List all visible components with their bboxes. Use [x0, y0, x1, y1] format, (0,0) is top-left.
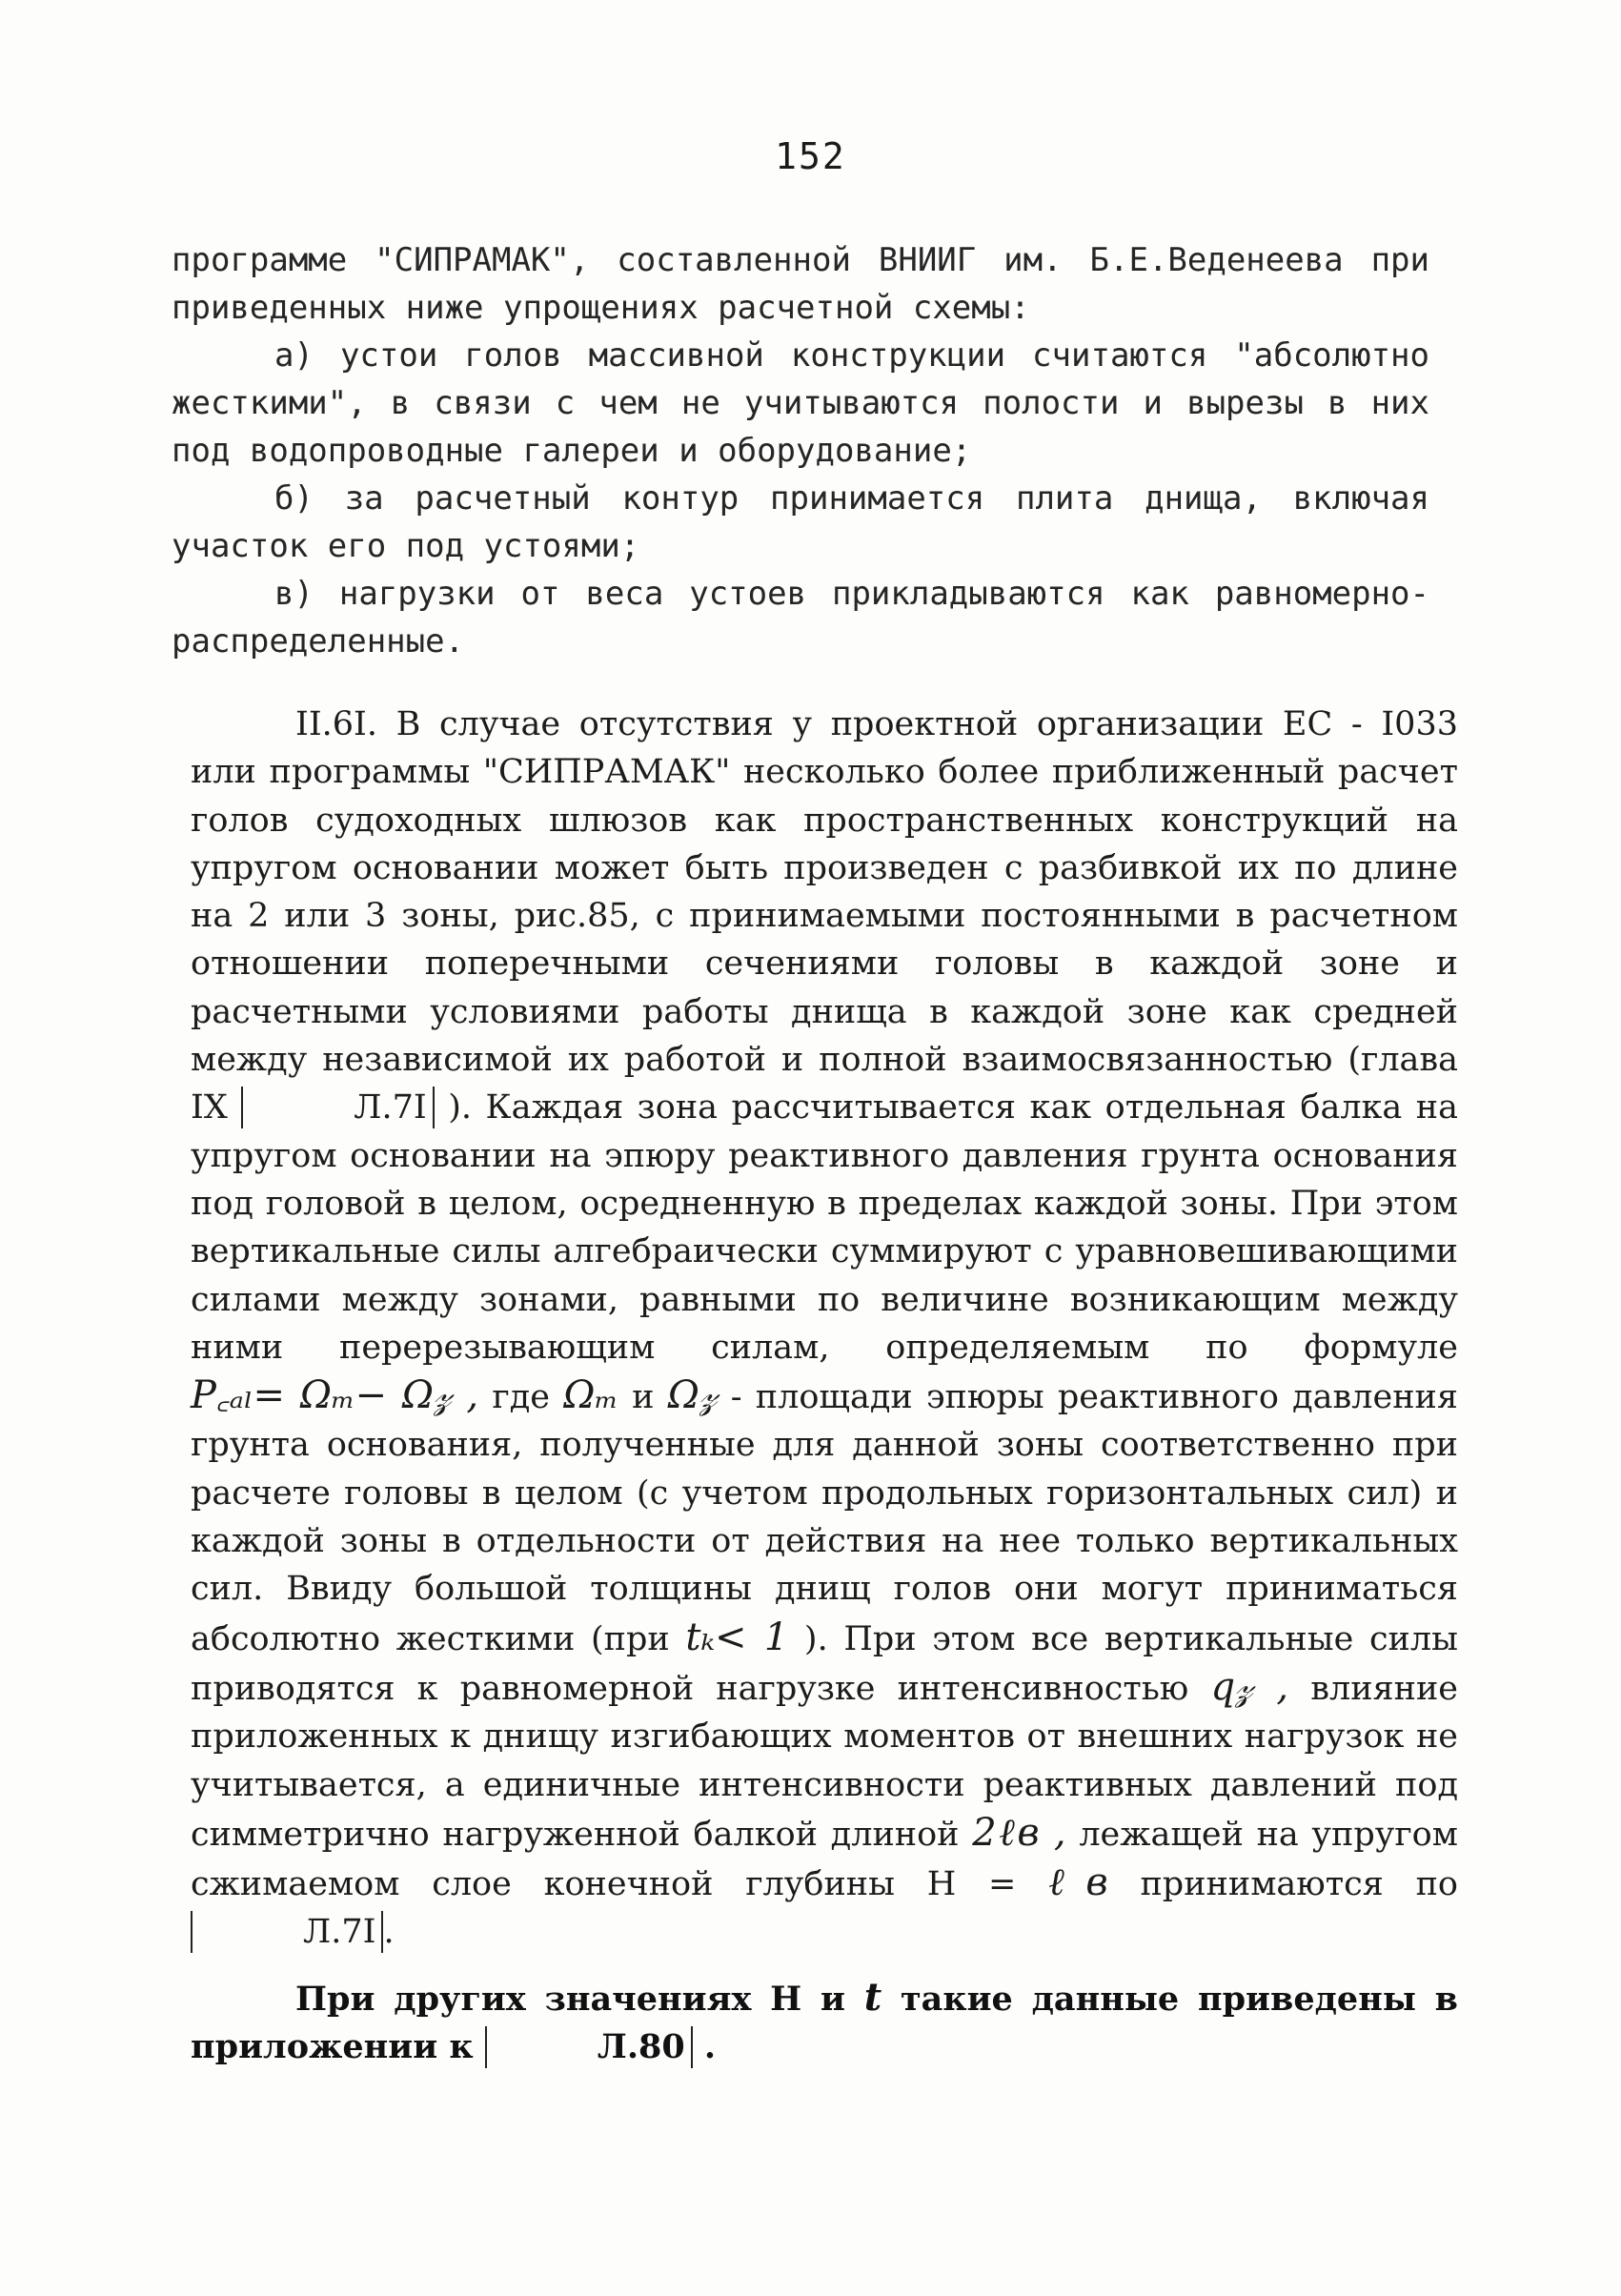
paragraph-intro: программе "СИПРАМАК", составленной ВНИИГ им. Б.Е.Веденеева при приведенных ниже упрощениях расчетной схемы: [172, 241, 1429, 327]
section-text-part-6: влияние приложенных к днищу изгибающих моментов от внешних нагрузок не учитывается, а единичные интенсивности реактивных давлений под симметрично нагруженной балкой длиной [191, 1669, 1458, 1854]
reference-L71: Л.7I [241, 1087, 434, 1128]
section-text-intro: II.6I. В случае отсутствия у проектной организации ЕС - I033 или программы "СИПРАМАК" несколько более приближенный расчет голов судоходных шлюзов как пространственных конструкций на упругом основании может быть произведен с разбивкой их по длине на 2 или 3 зоны, рис.85, с принимаемыми постоянными в расчетном отношении поперечными сечениями головы в каждой зоне и расчетными условиями работы днища в каждой зоне как средней между независимой их работой и полной взаимосвязанностью (глава IX [191, 705, 1458, 1128]
section-text-part-8: принимаются по [1140, 1865, 1458, 1904]
section-text-part-9: . [383, 1913, 395, 1952]
formula-l: ℓв [1048, 1860, 1108, 1905]
final-text-b: такие данные приведены в приложении к [191, 1979, 1458, 2067]
formula-2l: 2ℓв , [972, 1810, 1066, 1855]
list-item-c: в) нагрузки от веса устоев прикладываются как равномерно-распределенные. [172, 575, 1429, 660]
formula-omega-m: Ωₘ [563, 1373, 618, 1418]
section-paragraph [191, 701, 1458, 1957]
typed-text-block [172, 236, 1429, 665]
formula-t: t [863, 1974, 882, 2020]
reference-L71-second: Л.7I [191, 1911, 383, 1953]
formula-p-cal: P꜀ₐₗ= Ωₘ− Ω𝓏 , [191, 1373, 479, 1418]
section-final-paragraph [191, 1974, 1458, 2072]
section-text-part-5: ). При этом все вертикальные силы приводятся к равномерной нагрузке интенсивностью [191, 1619, 1458, 1708]
formula-omega-z: Ω𝓏 [667, 1373, 718, 1418]
reference-L80: Л.80 [485, 2026, 693, 2068]
section-text-part-3: где [492, 1378, 550, 1417]
final-text-c: . [703, 2027, 717, 2067]
list-item-a: а) устои голов массивной конструкции считаются "абсолютно жесткими", в связи с чем не учитываются полости и вырезы в них под водопроводные галереи и оборудование; [172, 336, 1429, 470]
section-II-61 [191, 701, 1458, 2071]
formula-q-z: q𝓏 , [1210, 1664, 1289, 1709]
section-text-part-2: ). Каждая зона рассчитывается как отдельная балка на упругом основании на эпюру реактивного давления грунта основания под головой в целом, осредненную в пределах каждой зоны. При этом вертикальные силы алгебраически суммируют с уравновешивающими силами между зонами, равными по величине возникающим между ними перерезывающим силам, определяемым по формуле [191, 1088, 1458, 1367]
section-text-part-4: - площади эпюры реактивного давления грунта основания, полученные для данной зоны соответственно при расчете головы в целом (с учетом продольных горизонтальных сил) и каждой зоны в отдельности от действия на нее только вертикальных сил. Ввиду большой толщины днищ голов они могут приниматься абсолютно жесткими (при [191, 1378, 1458, 1658]
final-text-a: При других значениях Н и [295, 1979, 845, 2019]
list-item-b: б) за расчетный контур принимается плита днища, включая участок его под устоями; [172, 479, 1429, 565]
section-text-part-7: лежащей на упругом сжимаемом слое конечной глубины Н = [191, 1815, 1458, 1904]
conjunction-and: и [632, 1378, 655, 1417]
page-number: 152 [775, 135, 846, 177]
formula-t-k: tₖ< 1 [685, 1615, 789, 1659]
